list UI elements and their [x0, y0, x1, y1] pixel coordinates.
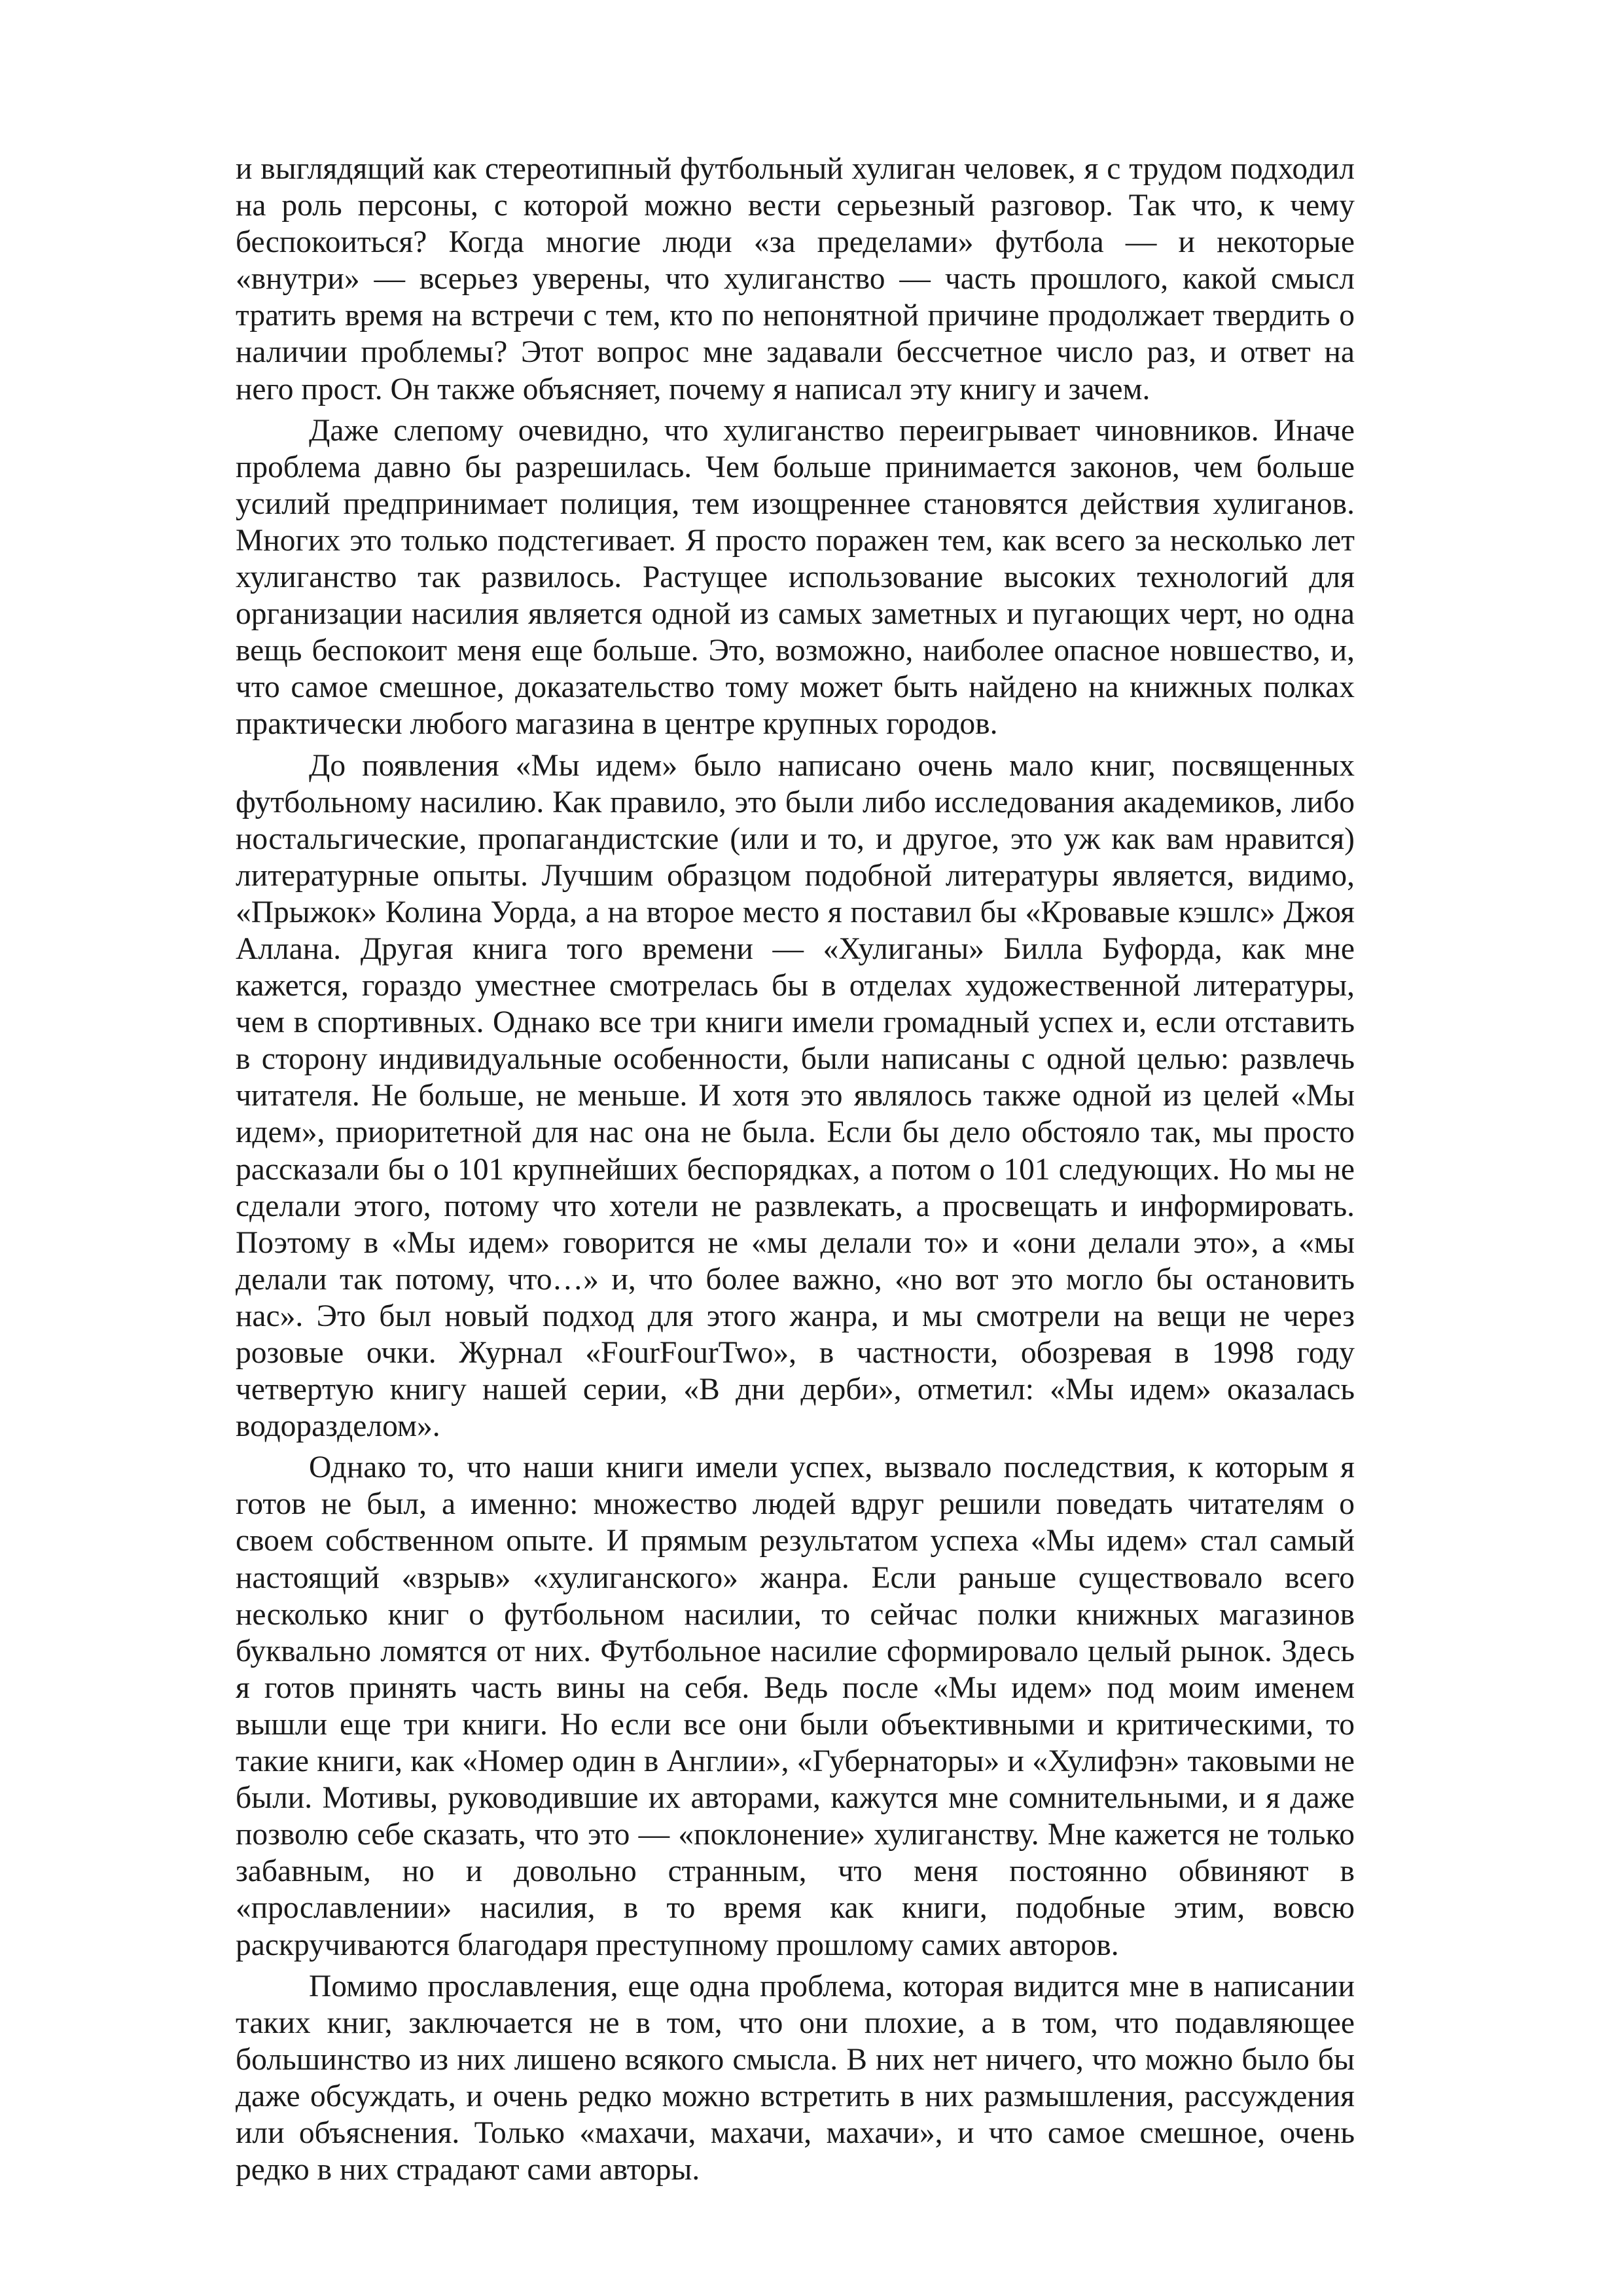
paragraph-5: Помимо прославления, еще одна проблема, которая видится мне в написании таких книг, заключается не в том, что они плохие, а в том, что подавляющее большинство из них лишено всякого смысла. В них нет ничего, что можно было бы даже обсуждать, и очень редко можно встретить в них размышления, рассуждения или объяснения. Только «махачи, махачи, махачи», и что самое смешное, очень редко в них страдают сами авторы.: [236, 1969, 1355, 2187]
paragraph-3: До появления «Мы идем» было написано очень мало книг, посвященных футбольному насилию. Как правило, это были либо исследования академиков, либо ностальгические, пропагандистские (или и то, и другое, это уж как вам нравится) литературные опыты. Лучшим образцом подобной литературы является, видимо, «Прыжок» Колина Уорда, а на второе место я поставил бы «Кровавые кэшлс» Джоя Аллана. Другая книга того времени — «Хулиганы» Билла Буфорда, как мне кажется, гораздо уместнее смотрелась бы в отделах художественной литературы, чем в спортивных. Однако все три книги имели громадный успех и, если отставить в сторону индивидуальные особенности, были написаны с одной целью: развлечь читателя. Не больше, не меньше. И хотя это являлось также одной из целей «Мы идем», приоритетной для нас она не была. Если бы дело обстояло так, мы просто рассказали бы о 101 крупнейших беспорядках, а потом о 101 следующих. Но мы не сделали этого, потому что хотели не развлекать, а просвещать и информировать. Поэтому в «Мы идем» говорится не «мы делали то» и «они делали это», а «мы делали так потому, что…» и, что более важно, «но вот это могло бы остановить нас». Это был новый подход для этого жанра, и мы смотрели на вещи не через розовые очки. Журнал «FourFourTwo», в частности, обозревая в 1998 году четвертую книгу нашей серии, «В дни дерби», отметил: «Мы идем» оказалась водоразделом».: [236, 748, 1355, 1444]
paragraph-1: и выглядящий как стереотипный футбольный хулиган человек, я с трудом подходил на роль персоны, с которой можно вести серьезный разговор. Так что, к чему беспокоиться? Когда многие люди «за пределами» футбола — и некоторые «внутри» — всерьез уверены, что хулиганство — часть прошлого, какой смысл тратить время на встречи с тем, кто по непонятной причине продолжает твердить о наличии проблемы? Этот вопрос мне задавали бессчетное число раз, и ответ на него прост. Он также объясняет, почему я написал эту книгу и зачем.: [236, 152, 1355, 406]
document-page: [236, 151, 1355, 2193]
paragraph-4: Однако то, что наши книги имели успех, вызвало последствия, к которым я готов не был, а именно: множество людей вдруг решили поведать читателям о своем собственном опыте. И прямым результатом успеха «Мы идем» стал самый настоящий «взрыв» «хулиганского» жанра. Если раньше существовало всего несколько книг о футбольном насилии, то сейчас полки книжных магазинов буквально ломятся от них. Футбольное насилие сформировало целый рынок. Здесь я готов принять часть вины на себя. Ведь после «Мы идем» под моим именем вышли еще три книги. Но если все они были объективными и критическими, то такие книги, как «Номер один в Англии», «Губернаторы» и «Хулифэн» таковыми не были. Мотивы, руководившие их авторами, кажутся мне сомнительными, и я даже позволю себе сказать, что это — «поклонение» хулиганству. Мне кажется не только забавным, но и довольно странным, что меня постоянно обвиняют в «прославлении» насилия, в то время как книги, подобные этим, вовсю раскручиваются благодаря преступному прошлому самих авторов.: [236, 1450, 1355, 1962]
paragraph-2: Даже слепому очевидно, что хулиганство переигрывает чиновников. Иначе проблема давно бы разрешилась. Чем больше принимается законов, чем больше усилий предпринимает полиция, тем изощреннее становятся действия хулиганов. Многих это только подстегивает. Я просто поражен тем, как всего за несколько лет хулиганство так развилось. Растущее использование высоких технологий для организации насилия является одной из самых заметных и пугающих черт, но одна вещь беспокоит меня еще больше. Это, возможно, наиболее опасное новшество, и, что самое смешное, доказательство тому может быть найдено на книжных полках практически любого магазина в центре крупных городов.: [236, 413, 1355, 742]
